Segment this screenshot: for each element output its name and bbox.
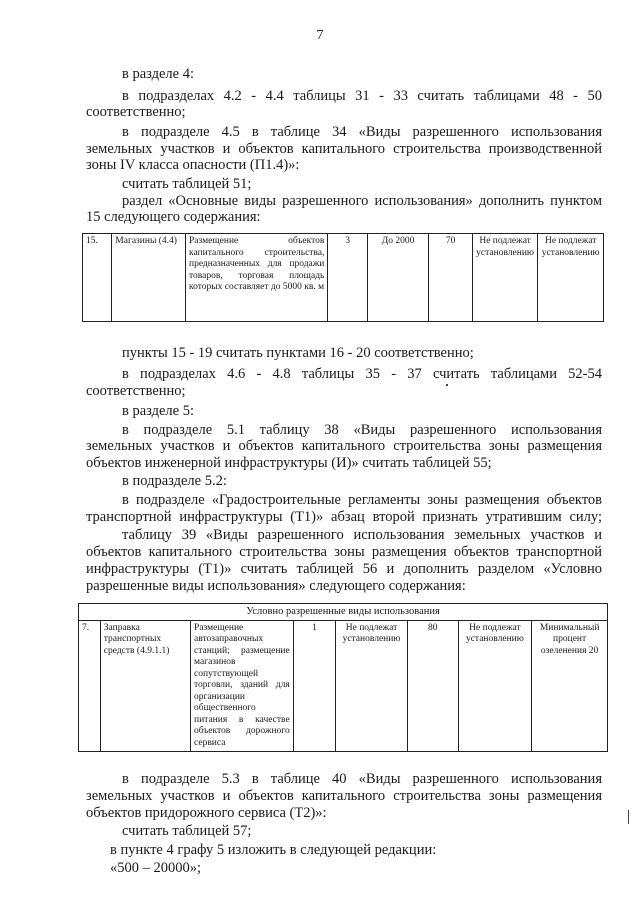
table-row <box>79 620 608 752</box>
text-line: земельных участков и объектов капитального строительства производственной <box>86 141 602 157</box>
text-line: инфраструктуры (Т1)» считать таблицей 56 и дополнить разделом «Условно <box>86 561 602 577</box>
text-line: «500 – 20000»; <box>110 860 202 876</box>
table-cell: 1 <box>293 620 336 752</box>
table-cell: Магазины (4.4) <box>112 234 186 322</box>
text-line: 15 следующего содержания: <box>86 209 261 225</box>
text-line: транспортной инфраструктуры (Т1)» абзац второй признать утратившим силу; <box>86 509 602 525</box>
text-line: пункты 15 - 19 считать пунктами 16 - 20 соответственно; <box>122 345 474 361</box>
text-line: считать таблицей 51; <box>122 176 252 192</box>
table-conditional-uses <box>78 603 608 752</box>
text-line: соответственно; <box>86 104 186 120</box>
text-line: в подразделе 5.1 таблицу 38 «Виды разрешенного использования <box>122 422 602 438</box>
text-line: земельных участков и объектов капитального строительства зоны размещения <box>86 438 602 454</box>
table-row <box>83 234 604 322</box>
text-line: объектов инженерной инфраструктуры (И)» считать таблицей 55; <box>86 455 492 471</box>
table-cell: 80 <box>407 620 458 752</box>
text-line: в подразделе 5.2: <box>122 473 227 489</box>
text-line: земельных участков и объектов капитального строительства зоны размещения <box>86 788 602 804</box>
text-line: в подразделе 5.3 в таблице 40 «Виды разрешенного использования <box>122 771 602 787</box>
table-caption: Условно разрешенные виды использования <box>79 604 608 621</box>
table-cell: До 2000 <box>367 234 429 322</box>
scan-speck <box>446 384 448 386</box>
text-line: в пункте 4 графу 5 изложить в следующей редакции: <box>110 842 437 858</box>
text-line: раздел «Основные виды разрешенного использования» дополнить пунктом <box>122 193 602 209</box>
text-line: в подразделах 4.6 - 4.8 таблицы 35 - 37 считать таблицами 52-54 <box>122 366 602 382</box>
table-cell: Минимальный процент озеленения 20 <box>532 620 608 752</box>
text-line: объектов капитального строительства зоны размещения объектов транспортной <box>86 544 602 560</box>
text-line: в разделе 5: <box>122 403 195 419</box>
text-line: зоны IV класса опасности (П1.4)»: <box>86 157 300 173</box>
table-cell: 3 <box>328 234 367 322</box>
table-cell: 70 <box>429 234 472 322</box>
text-line: в разделе 4: <box>122 66 195 82</box>
table-magazines <box>82 233 604 322</box>
text-line: соответственно; <box>86 383 186 399</box>
table-cell: Размещение автозаправочных станций; размещение магазинов сопутствующей торговли, зданий для организации общественного питания в качестве объектов дорожного сервиса <box>191 620 294 752</box>
scan-speck <box>628 810 629 824</box>
text-line: в подразделе 4.5 в таблице 34 «Виды разрешенного использования <box>122 124 602 140</box>
text-line: разрешенные виды использования» следующего содержания: <box>86 578 466 594</box>
table-cell: Не подлежат установлению <box>538 234 604 322</box>
table-cell: 15. <box>83 234 112 322</box>
table-cell: 7. <box>79 620 101 752</box>
page-number: 7 <box>316 28 324 43</box>
text-line: в подразделе «Градостроительные регламенты зоны размещения объектов <box>122 492 602 508</box>
table-cell: Заправка транспортных средств (4.9.1.1) <box>100 620 190 752</box>
table-caption-row <box>79 604 608 621</box>
table-cell: Не подлежат установлению <box>472 234 538 322</box>
table-cell: Не подлежат установлению <box>336 620 408 752</box>
table-cell: Размещение объектов капитального строительства, предназначенных для продажи товаров, торговая площадь которых составляет до 5000 кв. м <box>186 234 328 322</box>
table-cell: Не подлежат установлению <box>458 620 532 752</box>
text-line: объектов придорожного сервиса (Т2)»: <box>86 805 327 821</box>
text-line: считать таблицей 57; <box>122 823 252 839</box>
text-line: таблицу 39 «Виды разрешенного использования земельных участков и <box>122 527 602 543</box>
text-line: в подразделах 4.2 - 4.4 таблицы 31 - 33 считать таблицами 48 - 50 <box>122 88 602 104</box>
